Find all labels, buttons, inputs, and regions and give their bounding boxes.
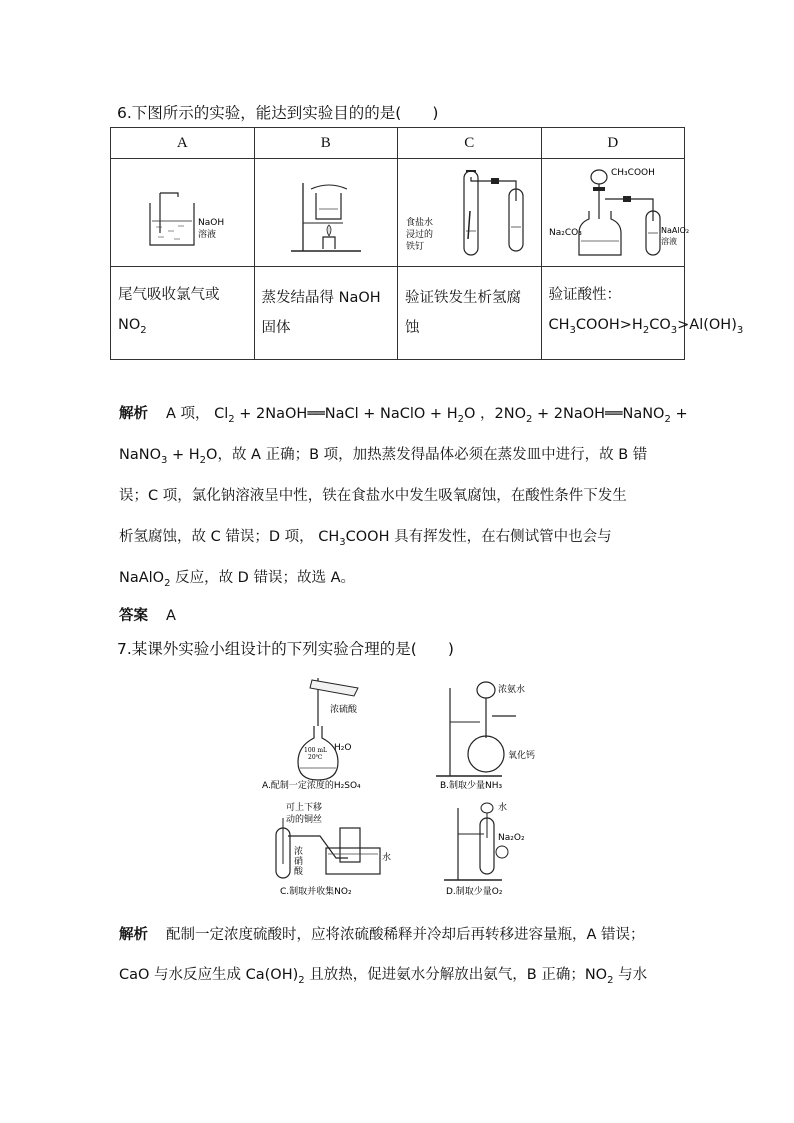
- figure-d-cell: [541, 159, 689, 267]
- figure-7c-label-5: 酸: [294, 867, 304, 877]
- q6-analysis-line-1: 解析 A 项， $Cl_2$ + 2NaOH══NaCl + NaClO + $H_2O$ ，$2NO_2$ + 2NaOH══NaNO$_2$ +: [119, 406, 688, 425]
- figure-a-beaker-apparatus: [122, 163, 242, 263]
- figure-d-label-right-1: NaAlO₂: [660, 225, 689, 235]
- figure-7c-label-3: 浓: [294, 847, 304, 857]
- options-table: [110, 127, 744, 360]
- figure-c-label-2: 浸过的: [406, 229, 434, 240]
- figure-7b-label-1: 浓氨水: [498, 685, 526, 695]
- q6-analysis-line-3: 误；C 项，氯化钠溶液呈中性，铁在食盐水中发生吸氧腐蚀，在酸性条件下发生: [119, 488, 627, 504]
- figure-7c-label-6: 水: [382, 853, 392, 863]
- header-d: D: [541, 128, 685, 159]
- figure-7a-flask: 100 mL: [304, 747, 328, 754]
- purpose-a-text: 尾气吸收氯气或$NO_2$: [118, 287, 220, 336]
- figure-d-label-top: CH₃COOH: [610, 167, 655, 178]
- q6-answer-value: A: [166, 608, 176, 624]
- q7-analysis-line-1: [119, 923, 645, 944]
- header-b: B: [254, 128, 398, 159]
- figure-a-label-2: 溶液: [198, 229, 217, 240]
- figure-7b-label-2: 氧化钙: [508, 751, 536, 761]
- figure-7a-caption: A.配制一定浓度的H₂SO₄: [262, 781, 361, 791]
- figure-7c: [276, 801, 391, 897]
- figure-7b: [436, 682, 535, 791]
- figure-b-cell: [254, 159, 398, 267]
- figure-d-label-left: Na₂CO₃: [548, 227, 582, 238]
- q6-analysis-line-2: NaNO$_3$ + $H_2O$，故 A 正确；B 项，加热蒸发得晶体必须在蒸发皿中进行，故 B 错: [119, 447, 648, 466]
- q6-answer: [119, 604, 176, 625]
- purpose-c: 验证铁发生析氢腐蚀: [398, 267, 542, 360]
- purpose-b: 蒸发结晶得 NaOH 固体: [254, 267, 398, 360]
- q6-answer-label: 答案: [119, 608, 148, 624]
- figure-7a-flask-temp: 20℃: [308, 754, 323, 761]
- figure-7c-caption: C.制取并收集NO₂: [280, 887, 352, 897]
- q7-analysis-line-2: CaO 与水反应生成 $Ca(OH)_2$ 且放热，促进氨水分解放出氨气，B 正确；$NO_2$ 与水: [119, 967, 648, 986]
- figure-7c-label-4: 硝: [294, 857, 304, 867]
- figure-7c-label-2: 动的铜丝: [286, 815, 323, 825]
- figure-c-label-3: 铁钉: [406, 241, 425, 252]
- figure-7a-label-1: 浓硫酸: [330, 705, 358, 715]
- figure-b-evaporation-apparatus: [271, 163, 381, 263]
- question-7-stem: 7.某课外实验小组设计的下列实验合理的是( ): [117, 640, 454, 658]
- figure-a-cell: [111, 159, 255, 267]
- figure-c-corrosion-apparatus: [404, 161, 534, 265]
- purpose-d: [541, 267, 744, 360]
- q6-analysis-label: 解析: [119, 406, 148, 422]
- figure-d-label-right-2: 溶液: [660, 236, 677, 246]
- figure-7a: [262, 678, 361, 791]
- figure-c-cell: [398, 159, 542, 267]
- header-a: A: [111, 128, 255, 159]
- figure-7d-label-2: Na₂O₂: [498, 833, 525, 843]
- figure-7d-label-1: 水: [498, 803, 508, 813]
- figure-7d-caption: D.制取少量O₂: [446, 887, 503, 897]
- figure-d-acidity-apparatus: [543, 161, 689, 265]
- figure-c-label-1: 食盐水: [406, 217, 434, 228]
- question-7-figures: [240, 668, 550, 903]
- q7-analysis-line-1-text: 配制一定浓度硫酸时，应将浓硫酸稀释并冷却后再转移进容量瓶，A 错误；: [166, 927, 645, 943]
- question-6-stem: 6.下图所示的实验，能达到实验目的的是( ): [117, 104, 439, 122]
- figure-7b-caption: B.制取少量NH₃: [440, 781, 503, 791]
- figure-7a-label-2: H₂O: [334, 743, 352, 753]
- header-c: C: [398, 128, 542, 159]
- figure-7c-label-1: 可上下移: [286, 803, 323, 813]
- q7-analysis-label: 解析: [119, 927, 148, 943]
- purpose-d-text: 验证酸性：$CH_3COOH>H_2CO_3>Al(OH)_3$: [548, 287, 744, 336]
- figure-7d: [444, 801, 525, 897]
- q6-analysis-line-4: 析氢腐蚀，故 C 错误；D 项， $CH_3COOH$ 具有挥发性，在右侧试管中也会与: [119, 529, 612, 548]
- purpose-a: [111, 267, 255, 360]
- q6-analysis-line-5: NaAlO$_2$ 反应，故 D 错误；故选 A。: [119, 570, 355, 589]
- figure-a-label: NaOH: [198, 217, 225, 228]
